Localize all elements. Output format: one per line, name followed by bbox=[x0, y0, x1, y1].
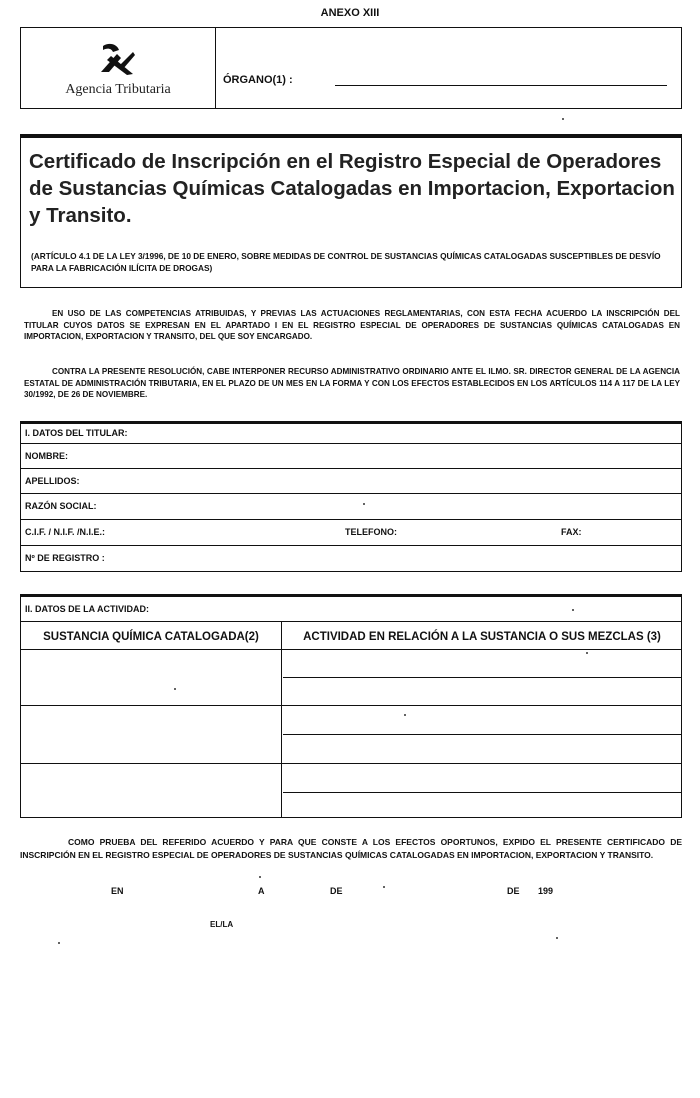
scan-speck bbox=[174, 688, 176, 690]
holder-data-section bbox=[20, 421, 682, 572]
signatory-label: EL/LA bbox=[210, 920, 234, 929]
fax-label: FAX: bbox=[561, 527, 582, 537]
organo-label: ÓRGANO(1) : bbox=[223, 74, 293, 86]
apellidos-label: APELLIDOS: bbox=[25, 476, 80, 486]
closing-paragraph: COMO PRUEBA DEL REFERIDO ACUERDO Y PARA QUE CONSTE A LOS EFECTOS OPORTUNOS, EXPIDO EL PRESENTE CERTIFICADO DE INSCRIPCIÓN EN EL REGISTRO ESPECIAL DE OPERADORES DE SUSTANCIAS QUÍMICAS CATALOGADAS EN IMPORTACION, EXPORTACION Y TRANSITO. bbox=[20, 837, 682, 860]
activity-column-header: ACTIVIDAD EN RELACIÓN A LA SUSTANCIA O SUS MEZCLAS (3) bbox=[303, 631, 661, 643]
day-label: A bbox=[258, 886, 265, 896]
telefono-label: TELEFONO: bbox=[345, 527, 397, 537]
legal-reference: (ARTÍCULO 4.1 DE LA LEY 3/1996, DE 10 DE ENERO, SOBRE MEDIDAS DE CONTROL DE SUSTANCIAS QUÍMICAS CATALOGADAS SUSCEPTIBLES DE DESVÍO PARA LA FABRICACIÓN ILÍCITA DE DROGAS) bbox=[31, 251, 661, 273]
razon-social-row bbox=[21, 494, 681, 520]
certificate-title: Certificado de Inscripción en el Registro Especial de Operadores de Sustancias Químicas Catalogadas en Importacion, Exportacion y Transito. bbox=[29, 150, 675, 227]
row-divider bbox=[21, 705, 681, 706]
divider bbox=[21, 621, 681, 622]
activity-subline bbox=[283, 677, 681, 678]
place-label: EN bbox=[111, 886, 124, 896]
razon-social-label: RAZÓN SOCIAL: bbox=[25, 501, 97, 511]
scan-speck bbox=[556, 937, 558, 939]
resolution-paragraph: EN USO DE LAS COMPETENCIAS ATRIBUIDAS, Y PREVIAS LAS ACTUACIONES REGLAMENTARIAS, CON ESTA FECHA ACUERDO LA INSCRIPCIÓN DEL TITULAR CUYOS DATOS SE EXPRESAN EN EL APARTADO I EN EL REGISTRO ESPECIAL DE OPERADORES DE SUSTANCIAS QUÍMICAS CATALOGADAS EN IMPORTACION, EXPORTACION Y TRANSITO, DEL QUE SOY ENCARGADO. bbox=[24, 309, 680, 341]
scan-speck bbox=[572, 609, 574, 611]
scan-speck bbox=[586, 652, 588, 654]
activity-section-title: II. DATOS DE LA ACTIVIDAD: bbox=[25, 604, 150, 614]
organo-fill-line bbox=[335, 85, 667, 86]
nombre-row bbox=[21, 444, 681, 469]
scan-speck bbox=[58, 942, 60, 944]
apellidos-row bbox=[21, 469, 681, 494]
month-label: DE bbox=[330, 886, 343, 896]
scan-speck bbox=[383, 886, 385, 888]
year-label: 199 bbox=[538, 886, 554, 896]
row-divider bbox=[21, 763, 681, 764]
nombre-label: NOMBRE: bbox=[25, 451, 68, 461]
registro-label: Nº DE REGISTRO : bbox=[25, 553, 105, 563]
activity-data-section bbox=[20, 594, 682, 818]
scan-speck bbox=[562, 118, 564, 120]
header-box bbox=[20, 27, 682, 109]
scan-speck bbox=[404, 714, 406, 716]
holder-title-row bbox=[21, 424, 681, 444]
contact-row bbox=[21, 520, 681, 546]
cif-label: C.I.F. / N.I.F. /N.I.E.: bbox=[25, 527, 106, 537]
agency-logo-cell bbox=[21, 28, 216, 108]
column-divider bbox=[281, 622, 282, 817]
substance-column-header: SUSTANCIA QUÍMICA CATALOGADA(2) bbox=[43, 631, 259, 643]
title-box bbox=[20, 134, 682, 288]
scan-speck bbox=[259, 876, 261, 878]
holder-section-title: I. DATOS DEL TITULAR: bbox=[25, 428, 128, 438]
annex-label: ANEXO XIII bbox=[320, 7, 380, 19]
agency-name: Agencia Tributaria bbox=[65, 82, 171, 97]
scan-speck bbox=[363, 503, 365, 505]
agency-logo-icon bbox=[99, 42, 135, 76]
divider bbox=[21, 649, 681, 650]
year-prefix-label: DE bbox=[507, 886, 520, 896]
appeal-paragraph: CONTRA LA PRESENTE RESOLUCIÓN, CABE INTERPONER RECURSO ADMINISTRATIVO ORDINARIO ANTE EL ILMO. SR. DIRECTOR GENERAL DE LA AGENCIA ESTATAL DE ADMINISTRACIÓN TRIBUTARIA, EN EL PLAZO DE UN MES EN LA FORMA Y CON LOS EFECTOS ESTABLECIDOS EN LOS ARTÍCULOS 114 A 117 DE LA LEY 30/1992, DE 26 DE NOVIEMBRE. bbox=[24, 367, 680, 399]
registro-row bbox=[21, 546, 681, 572]
activity-subline bbox=[283, 792, 681, 793]
activity-subline bbox=[283, 734, 681, 735]
